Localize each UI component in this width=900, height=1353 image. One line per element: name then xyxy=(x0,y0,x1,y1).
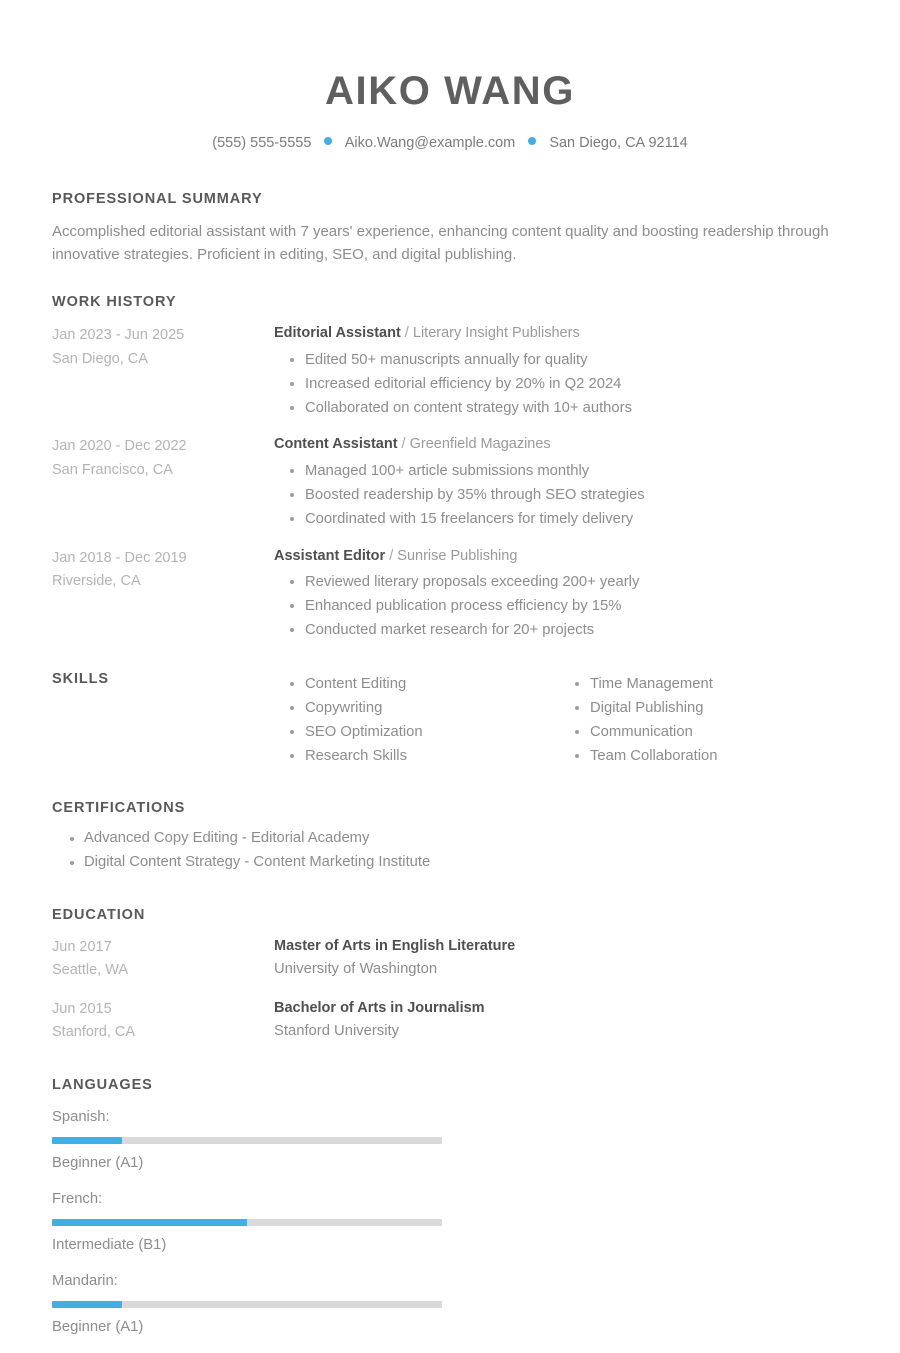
job-bullet: Edited 50+ manuscripts annually for quality xyxy=(274,348,848,372)
language-proficiency-fill xyxy=(52,1219,247,1226)
education-entry xyxy=(52,997,848,1045)
job-company: Literary Insight Publishers xyxy=(412,325,580,342)
education-detail-column xyxy=(274,935,848,983)
skill-item: SEO Optimization xyxy=(274,720,559,744)
education-degree: Bachelor of Arts in Journalism xyxy=(274,999,485,1016)
skills-column-one xyxy=(274,672,559,768)
job-title: Editorial Assistant xyxy=(274,325,401,342)
work-history-list xyxy=(52,323,848,642)
language-level: Intermediate (B1) xyxy=(52,1237,167,1254)
location-text: San Diego, CA 92114 xyxy=(549,135,688,151)
certification-item: Advanced Copy Editing - Editorial Academy xyxy=(52,827,848,851)
certifications-section xyxy=(52,800,848,875)
language-name: Spanish: xyxy=(52,1108,110,1125)
job-meta-column xyxy=(52,434,274,531)
language-proficiency-bar xyxy=(52,1219,442,1226)
professional-summary-section xyxy=(52,191,848,267)
section-heading-work-history: WORK HISTORY xyxy=(52,294,177,311)
education-degree: Master of Arts in English Literature xyxy=(274,937,516,954)
section-heading-certifications: CERTIFICATIONS xyxy=(52,800,186,817)
education-meta-column xyxy=(52,997,274,1045)
skill-item: Team Collaboration xyxy=(559,744,848,768)
skills-column-two xyxy=(559,672,848,768)
job-bullet: Enhanced publication process efficiency by 15% xyxy=(274,594,848,618)
education-school: University of Washington xyxy=(274,961,438,978)
job-company: Greenfield Magazines xyxy=(409,436,551,453)
job-bullet: Collaborated on content strategy with 10+ authors xyxy=(274,396,848,420)
language-proficiency-bar xyxy=(52,1137,442,1144)
education-entry xyxy=(52,935,848,983)
job-location: San Francisco, CA xyxy=(52,461,173,478)
job-bullet: Increased editorial efficiency by 20% in Q2 2024 xyxy=(274,372,848,396)
job-title-separator: / xyxy=(397,436,410,453)
work-history-entry xyxy=(52,546,848,643)
languages-section xyxy=(52,1077,848,1353)
skill-item: Communication xyxy=(559,720,848,744)
job-location: Riverside, CA xyxy=(52,572,141,589)
resume-header xyxy=(52,70,848,153)
job-title-line xyxy=(274,323,848,345)
education-list xyxy=(52,935,848,1045)
contact-separator-dot-icon xyxy=(324,137,332,145)
job-bullet-list xyxy=(274,570,848,642)
work-history-section xyxy=(52,294,848,642)
education-meta-column xyxy=(52,935,274,983)
job-title-separator: / xyxy=(385,547,398,564)
language-item xyxy=(52,1107,452,1175)
certifications-list xyxy=(52,827,848,875)
candidate-name: AIKO WANG xyxy=(325,69,575,113)
job-bullet-list xyxy=(274,348,848,420)
skill-item: Copywriting xyxy=(274,696,559,720)
job-bullet: Conducted market research for 20+ projects xyxy=(274,618,848,642)
contact-separator-dot-icon xyxy=(528,137,536,145)
language-name: Mandarin: xyxy=(52,1272,118,1289)
job-bullet-list xyxy=(274,459,848,531)
email-text: Aiko.Wang@example.com xyxy=(344,135,516,151)
job-bullet: Coordinated with 15 freelancers for timely delivery xyxy=(274,507,848,531)
skill-item: Research Skills xyxy=(274,744,559,768)
job-meta-column xyxy=(52,323,274,420)
job-detail-column xyxy=(274,323,848,420)
skill-item: Time Management xyxy=(559,672,848,696)
job-location: San Diego, CA xyxy=(52,350,148,367)
education-location: Stanford, CA xyxy=(52,1024,136,1041)
skills-heading-column xyxy=(52,669,274,768)
language-proficiency-fill xyxy=(52,1137,122,1144)
section-heading-languages: LANGUAGES xyxy=(52,1076,153,1093)
job-bullet: Managed 100+ article submissions monthly xyxy=(274,459,848,483)
job-bullet: Reviewed literary proposals exceeding 200+ yearly xyxy=(274,570,848,594)
work-history-entry xyxy=(52,323,848,420)
job-detail-column xyxy=(274,434,848,531)
language-proficiency-bar xyxy=(52,1301,442,1308)
skills-section xyxy=(52,669,848,768)
job-title-line xyxy=(274,434,848,456)
education-location: Seattle, WA xyxy=(52,962,129,979)
summary-text: Accomplished editorial assistant with 7 years' experience, enhancing content quality and boosting readership through innovative strategies. Proficient in editing, SEO, and digital publishing. xyxy=(52,222,829,264)
section-heading-skills: SKILLS xyxy=(52,670,109,687)
certification-item: Digital Content Strategy - Content Marketing Institute xyxy=(52,851,848,875)
education-date: Jun 2015 xyxy=(52,1000,112,1017)
job-title: Assistant Editor xyxy=(274,547,386,564)
job-title-separator: / xyxy=(400,325,413,342)
education-school: Stanford University xyxy=(274,1023,400,1040)
contact-line xyxy=(52,134,848,153)
language-level: Beginner (A1) xyxy=(52,1155,144,1172)
job-dates: Jan 2020 - Dec 2022 xyxy=(52,438,187,455)
job-bullet: Boosted readership by 35% through SEO strategies xyxy=(274,483,848,507)
job-dates: Jan 2023 - Jun 2025 xyxy=(52,327,185,344)
language-proficiency-fill xyxy=(52,1301,122,1308)
job-title: Content Assistant xyxy=(274,436,398,453)
job-dates: Jan 2018 - Dec 2019 xyxy=(52,549,187,566)
job-detail-column xyxy=(274,546,848,643)
education-date: Jun 2017 xyxy=(52,938,112,955)
skill-item: Content Editing xyxy=(274,672,559,696)
work-history-entry xyxy=(52,434,848,531)
phone-text: (555) 555-5555 xyxy=(212,135,312,151)
language-level: Beginner (A1) xyxy=(52,1319,144,1336)
job-company: Sunrise Publishing xyxy=(397,547,518,564)
language-item xyxy=(52,1189,452,1257)
education-section xyxy=(52,907,848,1045)
skill-item: Digital Publishing xyxy=(559,696,848,720)
section-heading-education: EDUCATION xyxy=(52,906,146,923)
education-detail-column xyxy=(274,997,848,1045)
job-meta-column xyxy=(52,546,274,643)
language-item xyxy=(52,1271,452,1339)
languages-grid xyxy=(52,1107,848,1353)
language-name: French: xyxy=(52,1190,103,1207)
skills-columns xyxy=(274,669,848,768)
section-heading-summary: PROFESSIONAL SUMMARY xyxy=(52,190,263,207)
job-title-line xyxy=(274,546,848,568)
